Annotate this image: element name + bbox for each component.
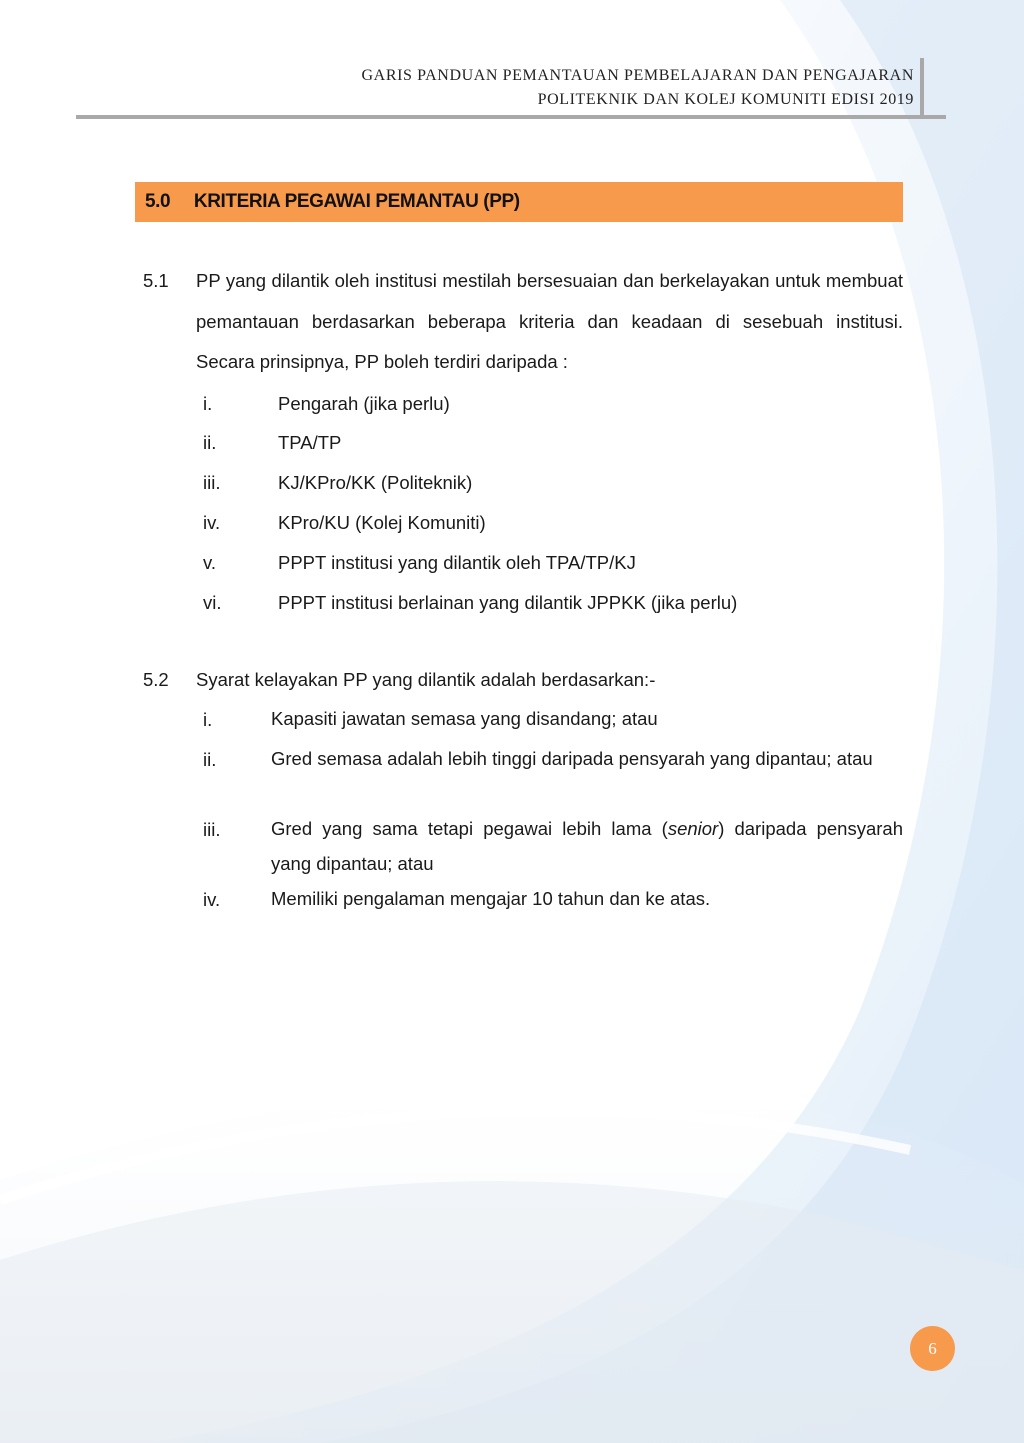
- list-item-marker: iv.: [203, 512, 221, 533]
- section-number: 5.0: [145, 191, 171, 212]
- running-header: [362, 64, 914, 112]
- paragraph-5-1-text: PP yang dilantik oleh institusi mestilah bersesuaian dan berkelayakan untuk membuat pemantauan berdasarkan beberapa kriteria dan keadaan di sesebuah institusi. Secara prinsipnya, PP boleh terdiri daripada :: [196, 270, 903, 372]
- list-item: PPPT institusi yang dilantik oleh TPA/TP/KJ: [278, 552, 636, 573]
- list-item: Pengarah (jika perlu): [278, 393, 450, 414]
- list-item-marker: ii.: [203, 749, 217, 770]
- list-item: KJ/KPro/KK (Politeknik): [278, 472, 473, 493]
- header-vertical-rule: [920, 58, 924, 116]
- list-item: Memiliki pengalaman mengajar 10 tahun dan ke atas.: [271, 888, 711, 909]
- list-item-marker: iii.: [203, 472, 221, 493]
- list-item-marker: iv.: [203, 889, 221, 910]
- paragraph-number-5-2: 5.2: [143, 669, 169, 690]
- list-item: TPA/TP: [278, 432, 342, 453]
- list-item: [271, 811, 903, 881]
- list-item: KPro/KU (Kolej Komuniti): [278, 512, 486, 533]
- list-item: Gred semasa adalah lebih tinggi daripada pensyarah yang dipantau; atau: [271, 748, 873, 769]
- header-line-2: POLITEKNIK DAN KOLEJ KOMUNITI EDISI 2019: [537, 91, 914, 108]
- list-item-marker: ii.: [203, 432, 217, 453]
- list-item: PPPT institusi berlainan yang dilantik JPPKK (jika perlu): [278, 592, 738, 613]
- list-item: Kapasiti jawatan semasa yang disandang; atau: [271, 708, 658, 729]
- list-item-text-part: Gred yang sama tetapi pegawai lebih lama (: [271, 818, 668, 839]
- list-item-marker: iii.: [203, 819, 221, 840]
- section-heading: [135, 182, 903, 222]
- header-line-1: GARIS PANDUAN PEMANTAUAN PEMBELAJARAN DAN PENGAJARAN: [361, 67, 914, 84]
- list-item-marker: i.: [203, 393, 213, 414]
- paragraph-number-5-1: 5.1: [143, 270, 169, 291]
- page-number-badge: 6: [910, 1326, 955, 1371]
- header-horizontal-rule: [76, 115, 946, 119]
- list-item-marker: i.: [203, 709, 213, 730]
- list-item-text-part: ) daripada pensyarah yang dipantau; atau: [271, 818, 903, 874]
- list-item-marker: v.: [203, 552, 217, 573]
- section-title: KRITERIA PEGAWAI PEMANTAU (PP): [193, 191, 520, 212]
- paragraph-5-2-text: Syarat kelayakan PP yang dilantik adalah berdasarkan:-: [196, 669, 656, 690]
- list-item-italic-term: senior: [667, 818, 719, 839]
- list-item-marker: vi.: [203, 592, 222, 613]
